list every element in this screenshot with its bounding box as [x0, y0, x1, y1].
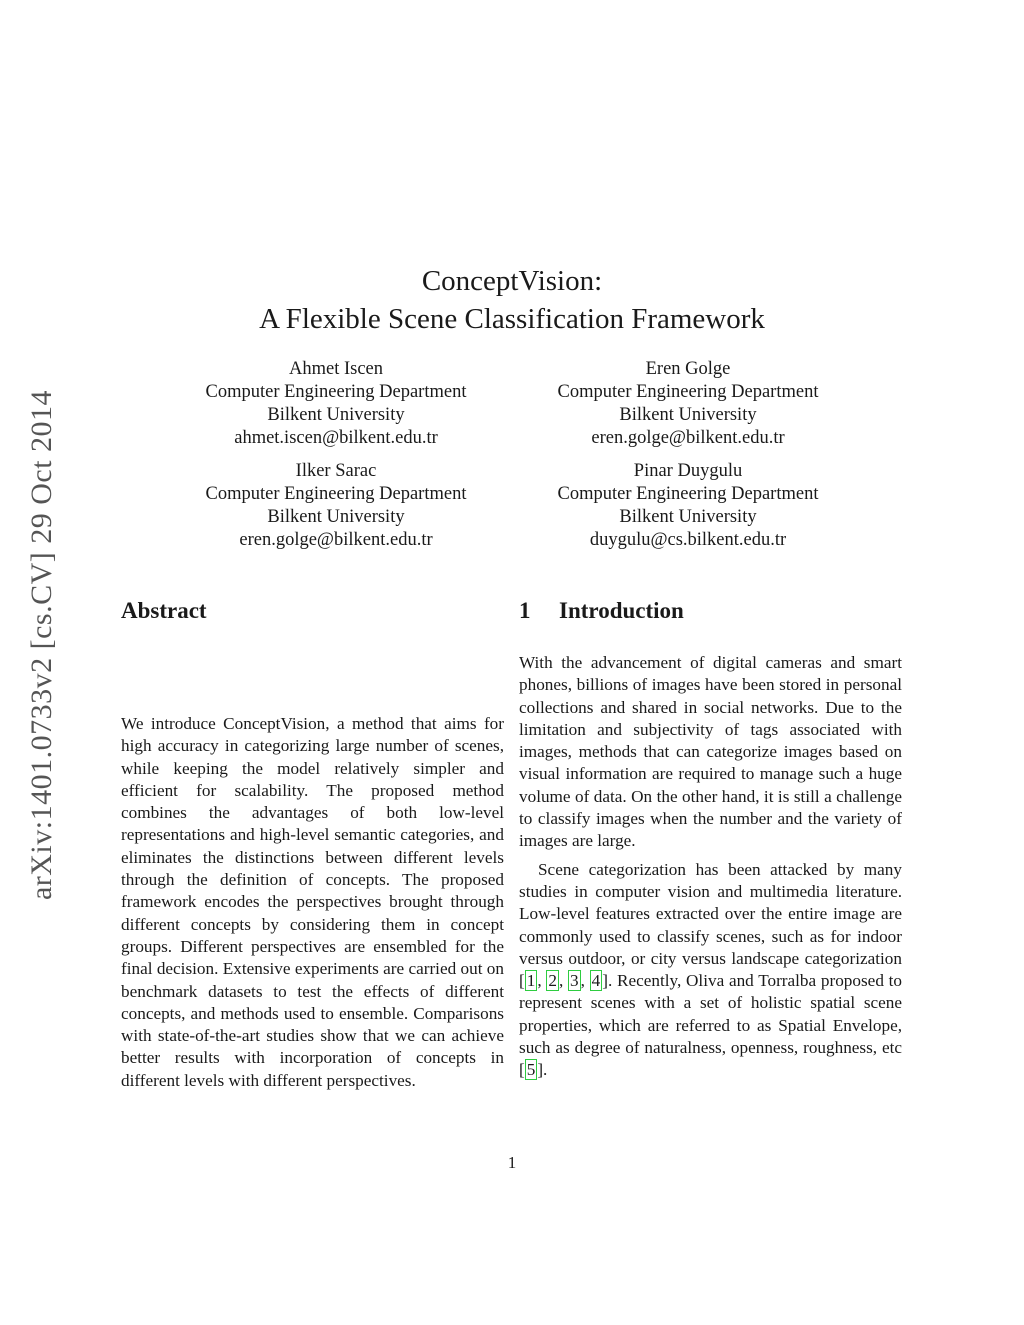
intro-paragraph-2: Scene categorization has been attacked by many studies in computer vision and multimedia literature. Low-level features extracted over the entire image are commonly used to classify scenes, such as for indoor versus outdoor, or city versus landscape categorization [ 1 , 2 , 3 , 4 ]. Recently, Oliva and Torralba proposed to represent scenes with a set of holistic spatial scene properties, which are referred to as Spatial Envelope, such as degree of naturalness, openness, roughness, etc [ 5 ].	[519, 859, 903, 1080]
author-university: Bilkent University	[619, 507, 757, 527]
author-block	[160, 358, 864, 552]
section-number: 1	[519, 598, 531, 623]
author-1	[160, 358, 512, 450]
author-university: Bilkent University	[619, 405, 757, 425]
author-university: Bilkent University	[267, 405, 405, 425]
author-name: Ilker Sarac	[295, 461, 377, 481]
citation-link[interactable]: 4	[591, 971, 601, 991]
author-department: Computer Engineering Department	[557, 382, 819, 402]
citation-link[interactable]: 1	[526, 971, 536, 991]
author-name: Ahmet Iscen	[288, 359, 383, 379]
abstract-heading: Abstract	[121, 598, 207, 623]
author-3	[160, 460, 512, 552]
arxiv-identifier: arXiv:1401.0733v2 [cs.CV] 29 Oct 2014	[25, 389, 58, 901]
author-2	[512, 358, 864, 450]
title-line-1: ConceptVision:	[421, 265, 603, 297]
citation-link[interactable]: 5	[526, 1060, 536, 1080]
page-number: 1	[507, 1153, 517, 1172]
introduction-heading	[519, 598, 684, 624]
citation-link[interactable]: 2	[548, 971, 557, 991]
abstract-body	[121, 713, 504, 1092]
author-name: Pinar Duygulu	[633, 461, 743, 481]
author-department: Computer Engineering Department	[205, 382, 467, 402]
author-4	[512, 460, 864, 552]
author-name: Eren Golge	[645, 359, 731, 379]
citation-link[interactable]: 3	[570, 971, 579, 991]
section-title: Introduction	[559, 598, 684, 623]
author-department: Computer Engineering Department	[205, 484, 467, 504]
author-email: eren.golge@bilkent.edu.tr	[591, 428, 785, 448]
author-email: duygulu@cs.bilkent.edu.tr	[589, 530, 787, 550]
abstract-text: We introduce ConceptVision, a method that aims for high accuracy in categorizing large number of scenes, while keeping the model relatively simpler and efficient for scalability. The proposed method combines the advantages of both low-level representations and high-level semantic categories, and eliminates the distinctions between different levels through the definition of concepts. The proposed framework encodes the perspectives brought through different concepts by considering them in concept groups. Different perspectives are ensembled for the final decision. Extensive experiments are carried out on benchmark datasets to test the effects of different concepts, and methods used to ensemble. Comparisons with state-of-the-art studies show that we can achieve better results with incorporation of concepts in different levels with different perspectives.	[121, 714, 504, 1090]
author-email: ahmet.iscen@bilkent.edu.tr	[234, 428, 438, 448]
paper-title	[0, 262, 1024, 338]
author-university: Bilkent University	[267, 507, 405, 527]
introduction-body	[519, 652, 902, 1082]
author-department: Computer Engineering Department	[557, 484, 819, 504]
intro-paragraph-1: With the advancement of digital cameras and smart phones, billions of images have been stored in personal collections and shared in social networks. Due to the limitation and subjectivity of tags associated with images, methods that can categorize images based on visual information are required to manage such a huge volume of data. On the other hand, it is still a challenge to classify images when the number and the variety of images are large.	[519, 653, 902, 851]
title-line-2: A Flexible Scene Classification Framework	[259, 303, 765, 335]
author-email: eren.golge@bilkent.edu.tr	[239, 530, 433, 550]
